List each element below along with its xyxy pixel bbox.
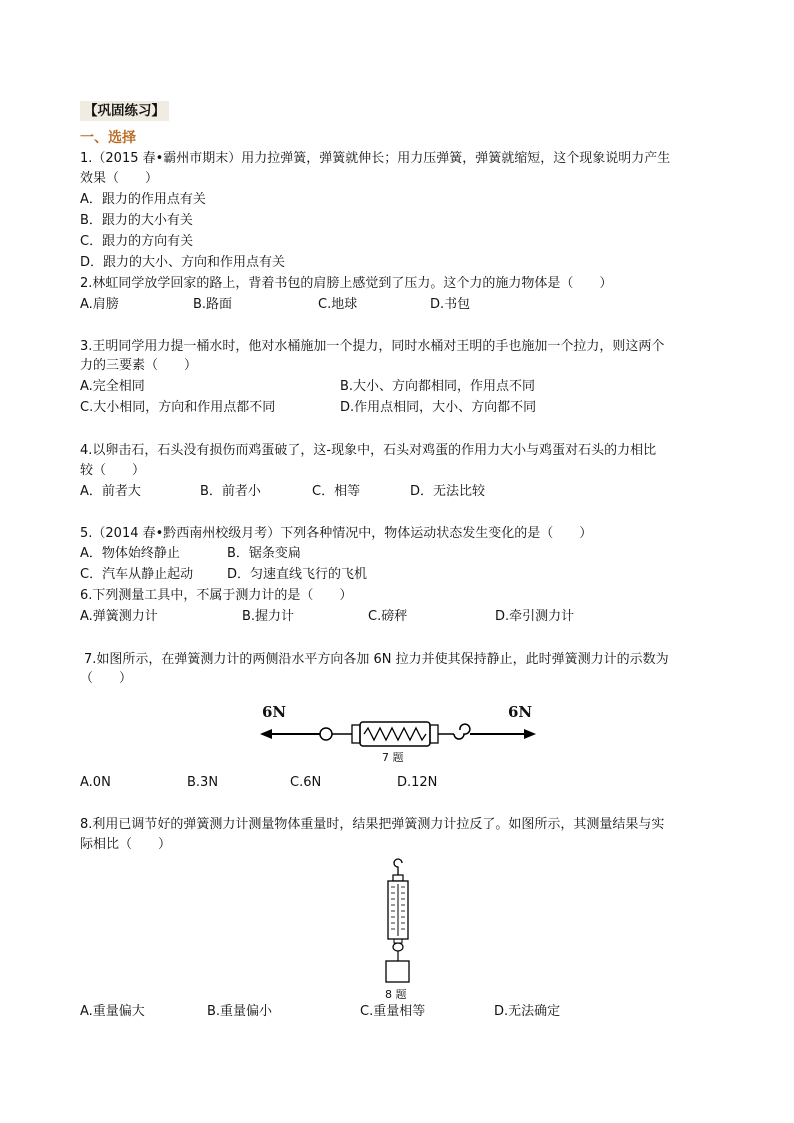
q7-stem-line2: （ ） bbox=[80, 671, 133, 686]
q7-option-a: A.0N bbox=[80, 775, 111, 790]
q7-spring-scale-figure bbox=[258, 716, 540, 752]
q8-figure-caption: 8 题 bbox=[385, 988, 407, 1001]
q2-option-a: A.肩膀 bbox=[80, 297, 119, 312]
q4-stem-line1: 4.以卵击石，石头没有损伤而鸡蛋破了，这-现象中，石头对鸡蛋的作用力大小与鸡蛋对石头的力相比 bbox=[80, 443, 657, 458]
q1-option-b: B．跟力的大小有关 bbox=[80, 213, 193, 228]
q5-option-b: B．锯条变扁 bbox=[227, 546, 301, 561]
q7-figure-left-force: 6N bbox=[262, 703, 287, 721]
q6-option-c: C.磅秤 bbox=[368, 609, 408, 624]
q1-option-c: C．跟力的方向有关 bbox=[80, 234, 194, 249]
q7-option-b: B.3N bbox=[187, 775, 219, 790]
section-heading: 一、选择 bbox=[80, 130, 136, 146]
section-tag: 【巩固练习】 bbox=[80, 101, 169, 121]
q8-option-b: B.重量偏小 bbox=[207, 1004, 273, 1019]
q6-stem: 6.下列测量工具中，不属于测力计的是（ ） bbox=[80, 588, 353, 603]
q7-option-c: C.6N bbox=[290, 775, 322, 790]
q8-inverted-spring-scale-figure bbox=[378, 857, 418, 985]
q1-option-d: D．跟力的大小、方向和作用点有关 bbox=[80, 255, 286, 270]
q7-option-d: D.12N bbox=[397, 775, 438, 790]
q3-option-d: D.作用点相同，大小、方向都不同 bbox=[340, 400, 537, 415]
q7-figure-right-force: 6N bbox=[508, 703, 533, 721]
q7-figure-caption: 7 题 bbox=[382, 751, 404, 764]
q7-stem-line1: 7.如图所示，在弹簧测力计的两侧沿水平方向各加 6N 拉力并使其保持静止，此时弹簧测力计的示数为 bbox=[84, 652, 669, 667]
q4-stem-line2: 较（ ） bbox=[80, 463, 146, 478]
q3-stem-line2: 力的三要素（ ） bbox=[80, 358, 198, 373]
q4-option-c: C．相等 bbox=[312, 484, 361, 499]
q5-option-a: A．物体始终静止 bbox=[80, 546, 180, 561]
q8-option-c: C.重量相等 bbox=[360, 1004, 426, 1019]
q1-stem-line2: 效果（ ） bbox=[80, 171, 159, 186]
q5-option-d: D．匀速直线飞行的飞机 bbox=[227, 567, 368, 582]
q2-option-c: C.地球 bbox=[318, 297, 358, 312]
q4-option-a: A．前者大 bbox=[80, 484, 141, 499]
q1-stem-line1: 1.（2015 春•霸州市期末）用力拉弹簧，弹簧就伸长；用力压弹簧，弹簧就缩短，这个现象说明力产生 bbox=[80, 151, 671, 166]
q6-option-b: B.握力计 bbox=[242, 609, 295, 624]
q3-option-c: C.大小相同，方向和作用点都不同 bbox=[80, 400, 276, 415]
q4-option-b: B．前者小 bbox=[200, 484, 261, 499]
q8-option-a: A.重量偏大 bbox=[80, 1004, 145, 1019]
q8-stem-line1: 8.利用已调节好的弹簧测力计测量物体重量时，结果把弹簧测力计拉反了。如图所示，其测量结果与实 bbox=[80, 817, 665, 832]
q2-option-b: B.路面 bbox=[193, 297, 233, 312]
q3-stem-line1: 3.王明同学用力提一桶水时，他对水桶施加一个提力，同时水桶对王明的手也施加一个拉力，则这两个 bbox=[80, 339, 665, 354]
q8-option-d: D.无法确定 bbox=[494, 1004, 561, 1019]
q5-stem: 5.（2014 春•黔西南州校级月考）下列各种情况中，物体运动状态发生变化的是（ ） bbox=[80, 526, 593, 541]
q3-option-a: A.完全相同 bbox=[80, 379, 145, 394]
q6-option-d: D.牵引测力计 bbox=[495, 609, 575, 624]
q5-option-c: C．汽车从静止起动 bbox=[80, 567, 194, 582]
q3-option-b: B.大小、方向都相同，作用点不同 bbox=[340, 379, 536, 394]
q6-option-a: A.弹簧测力计 bbox=[80, 609, 158, 624]
q4-option-d: D．无法比较 bbox=[410, 484, 486, 499]
q1-option-a: A．跟力的作用点有关 bbox=[80, 192, 206, 207]
q2-stem: 2.林虹同学放学回家的路上，背着书包的肩膀上感觉到了压力。这个力的施力物体是（ ） bbox=[80, 276, 613, 291]
q2-option-d: D.书包 bbox=[430, 297, 471, 312]
q8-stem-line2: 际相比（ ） bbox=[80, 837, 172, 852]
